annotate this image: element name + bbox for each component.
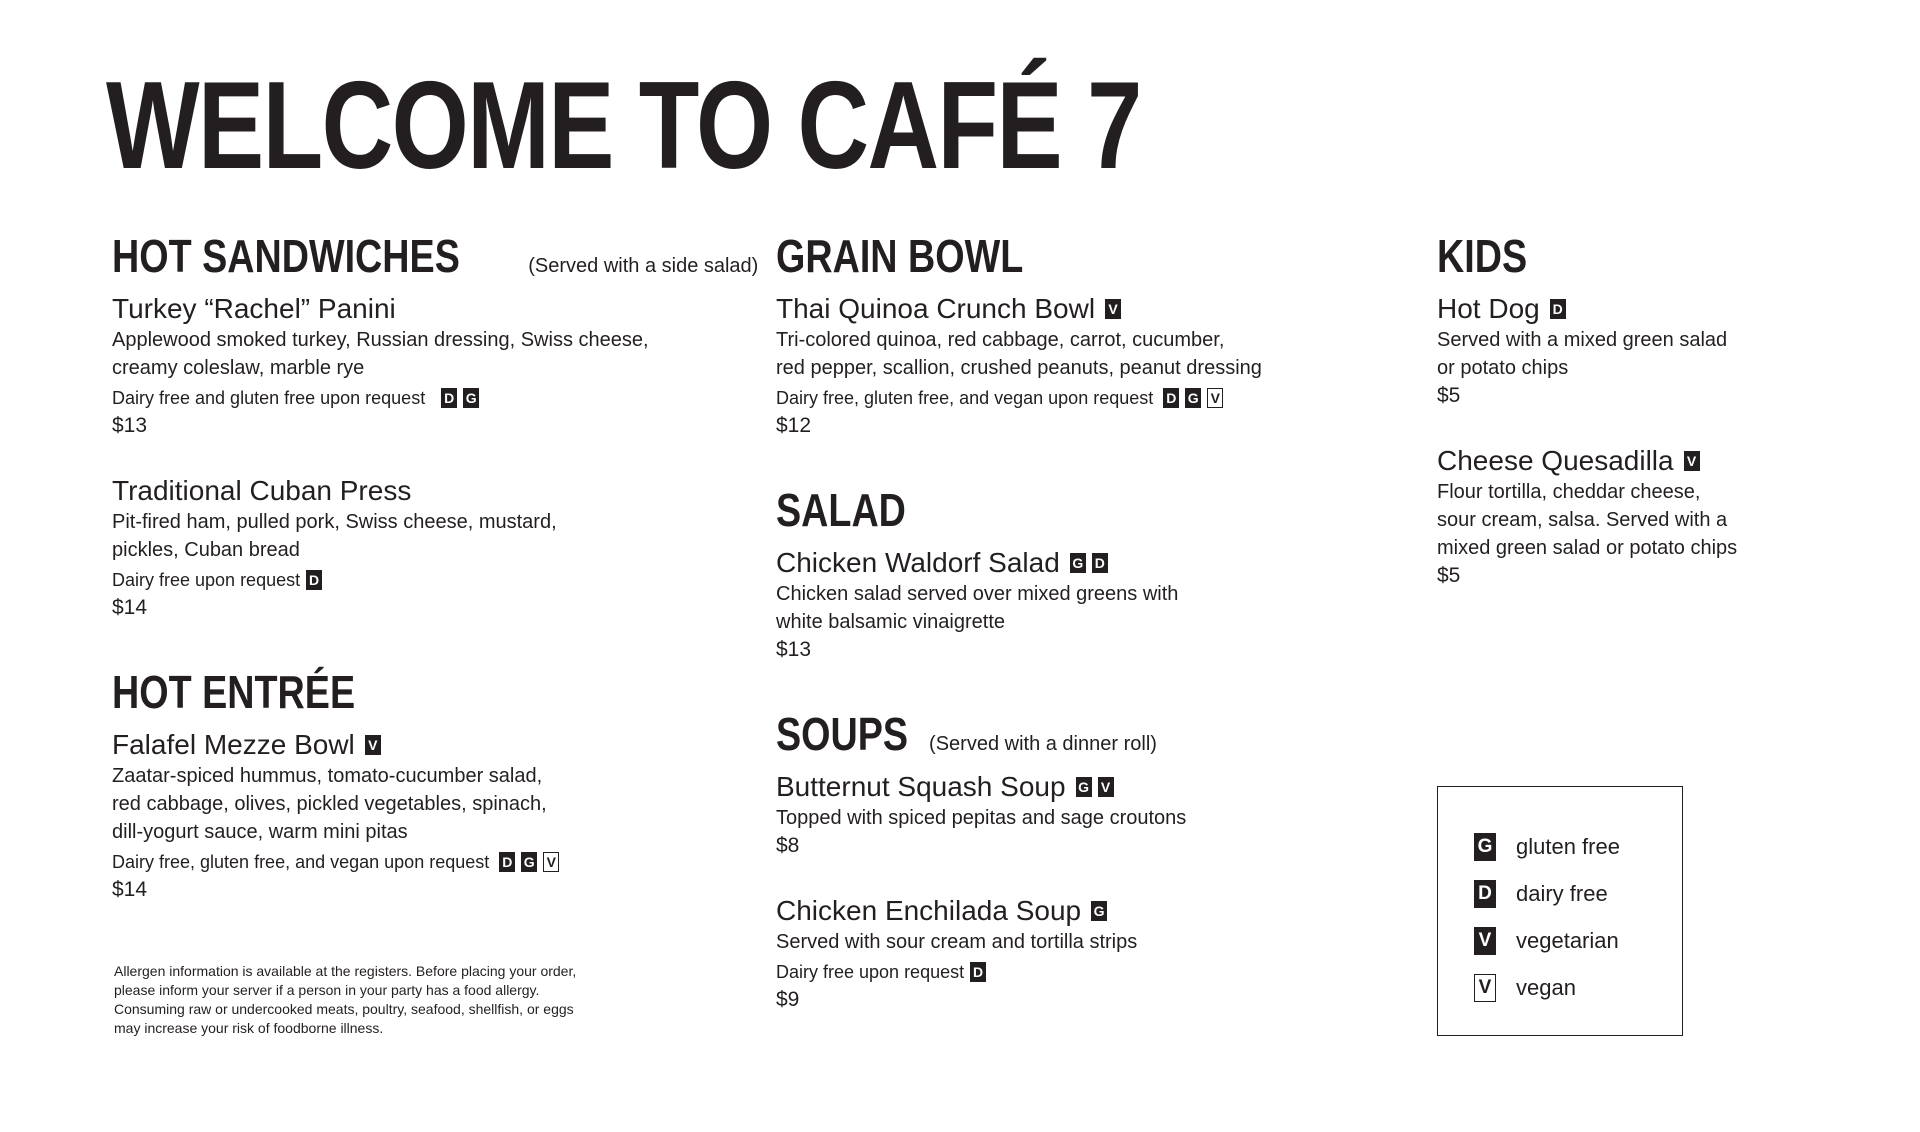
legend-label: vegetarian (1516, 927, 1619, 953)
section-grain-bowl (776, 230, 1336, 440)
menu-item (1437, 444, 1877, 590)
dairy-free-badge: D (306, 570, 322, 590)
item-description: Zaatar-spiced hummus, tomato-cucumber salad, (112, 765, 543, 787)
item-price: $5 (1437, 564, 1461, 587)
vegan-badge: V (1474, 974, 1496, 1002)
menu-column-left (112, 230, 759, 904)
menu-item (112, 474, 712, 622)
vegetarian-badge: V (1684, 451, 1700, 471)
item-price: $13 (776, 638, 812, 661)
dairy-free-badge: D (1550, 299, 1566, 319)
item-description: pickles, Cuban bread (112, 539, 300, 561)
section-kids (1437, 230, 1877, 590)
item-name: Butternut Squash Soup G V (776, 770, 1336, 804)
item-name: Falafel Mezze Bowl V (112, 728, 712, 762)
gluten-free-badge: G (521, 852, 537, 872)
section-header (776, 230, 1336, 286)
legend-label: gluten free (1516, 833, 1620, 859)
item-description: Tri-colored quinoa, red cabbage, carrot, cucumber, (776, 329, 1225, 351)
legend-row-dairy-free (1474, 870, 1682, 917)
item-description: red pepper, scallion, crushed peanuts, peanut dressing (776, 357, 1262, 379)
vegan-badge: V (1207, 388, 1223, 408)
dairy-free-badge: D (441, 388, 457, 408)
section-title: HOT ENTRÉE (112, 666, 356, 718)
item-price: $9 (776, 988, 800, 1011)
item-dietary-note: Dairy free, gluten free, and vegan upon request D G V (776, 384, 1336, 412)
section-hot-sandwiches (112, 230, 759, 622)
page-title: WELCOME TO CAFÉ 7 (106, 57, 1141, 195)
section-note: (Served with a dinner roll) (929, 733, 1157, 755)
item-description: Flour tortilla, cheddar cheese, (1437, 481, 1701, 503)
item-dietary-note: Dairy free upon request D (112, 566, 712, 594)
legend-row-vegan (1474, 964, 1682, 1011)
allergen-disclaimer: Allergen information is available at the registers. Before placing your order, please inform your server if a person in your party has a food allergy. Consuming raw or undercooked meats, poultry, seafood, shellfish, or eggs may increase your risk of foodborne illness. (114, 963, 577, 1036)
vegetarian-badge: V (1474, 927, 1496, 955)
vegetarian-badge: V (1105, 299, 1121, 319)
dairy-free-badge: D (1163, 388, 1179, 408)
menu-column-middle (776, 230, 1336, 1014)
section-header (776, 484, 1336, 540)
section-salad (776, 484, 1336, 664)
legend-row-gluten-free (1474, 823, 1682, 870)
item-dietary-note: Dairy free upon request D (776, 958, 1336, 986)
menu-item (776, 894, 1336, 1014)
item-name: Traditional Cuban Press (112, 475, 412, 506)
item-description: or potato chips (1437, 357, 1569, 379)
section-title: SOUPS (776, 708, 909, 760)
gluten-free-badge: G (1091, 901, 1107, 921)
vegetarian-badge: V (1098, 777, 1114, 797)
item-description: Pit-fired ham, pulled pork, Swiss cheese, mustard, (112, 511, 557, 533)
section-header (112, 666, 712, 722)
item-description: Served with a mixed green salad (1437, 329, 1728, 351)
section-title: HOT SANDWICHES (112, 230, 460, 282)
section-title: GRAIN BOWL (776, 230, 1024, 282)
item-name: Chicken Enchilada Soup G (776, 894, 1336, 928)
item-price: $14 (112, 878, 148, 901)
item-name: Hot Dog D (1437, 292, 1877, 326)
dietary-legend (1437, 786, 1683, 1036)
menu-item (776, 770, 1336, 860)
item-dietary-note: Dairy free and gluten free upon request D G (112, 384, 712, 412)
item-description: red cabbage, olives, pickled vegetables, spinach, (112, 793, 547, 815)
gluten-free-badge: G (1185, 388, 1201, 408)
item-description: Applewood smoked turkey, Russian dressing, Swiss cheese, (112, 329, 649, 351)
vegan-badge: V (543, 852, 559, 872)
item-description: Served with sour cream and tortilla strips (776, 931, 1138, 953)
menu-item (776, 292, 1336, 440)
section-title: SALAD (776, 484, 906, 536)
gluten-free-badge: G (1474, 833, 1496, 861)
section-soups (776, 708, 1336, 1014)
item-description: mixed green salad or potato chips (1437, 537, 1738, 559)
item-name: Chicken Waldorf Salad G D (776, 546, 1336, 580)
item-name: Thai Quinoa Crunch Bowl V (776, 292, 1336, 326)
section-note: (Served with a side salad) (528, 255, 759, 277)
dairy-free-badge: D (1092, 553, 1108, 573)
item-dietary-note: Dairy free, gluten free, and vegan upon request D G V (112, 848, 712, 876)
legend-label: vegan (1516, 974, 1576, 1000)
section-header (776, 708, 1336, 764)
item-description: dill-yogurt sauce, warm mini pitas (112, 821, 408, 843)
item-description: white balsamic vinaigrette (776, 611, 1005, 633)
menu-item (112, 292, 712, 440)
item-description: sour cream, salsa. Served with a (1437, 509, 1728, 531)
gluten-free-badge: G (1076, 777, 1092, 797)
menu-item (776, 546, 1336, 664)
menu-item (112, 728, 712, 904)
item-price: $8 (776, 834, 800, 857)
item-description: creamy coleslaw, marble rye (112, 357, 365, 379)
item-price: $14 (112, 596, 148, 619)
dairy-free-badge: D (970, 962, 986, 982)
item-description: Topped with spiced pepitas and sage croutons (776, 807, 1187, 829)
section-title: KIDS (1437, 230, 1528, 282)
item-name: Turkey “Rachel” Panini (112, 293, 396, 324)
item-price: $5 (1437, 384, 1461, 407)
legend-row-vegetarian (1474, 917, 1682, 964)
section-header (1437, 230, 1877, 286)
item-price: $12 (776, 414, 812, 437)
item-name: Cheese Quesadilla V (1437, 444, 1877, 478)
section-header (112, 230, 759, 286)
legend-label: dairy free (1516, 880, 1608, 906)
menu-column-right (1437, 230, 1877, 590)
item-description: Chicken salad served over mixed greens with (776, 583, 1179, 605)
gluten-free-badge: G (463, 388, 479, 408)
item-price: $13 (112, 414, 148, 437)
vegetarian-badge: V (365, 735, 381, 755)
dairy-free-badge: D (499, 852, 515, 872)
dairy-free-badge: D (1474, 880, 1496, 908)
menu-item (1437, 292, 1877, 410)
section-hot-entree (112, 666, 712, 904)
gluten-free-badge: G (1070, 553, 1086, 573)
